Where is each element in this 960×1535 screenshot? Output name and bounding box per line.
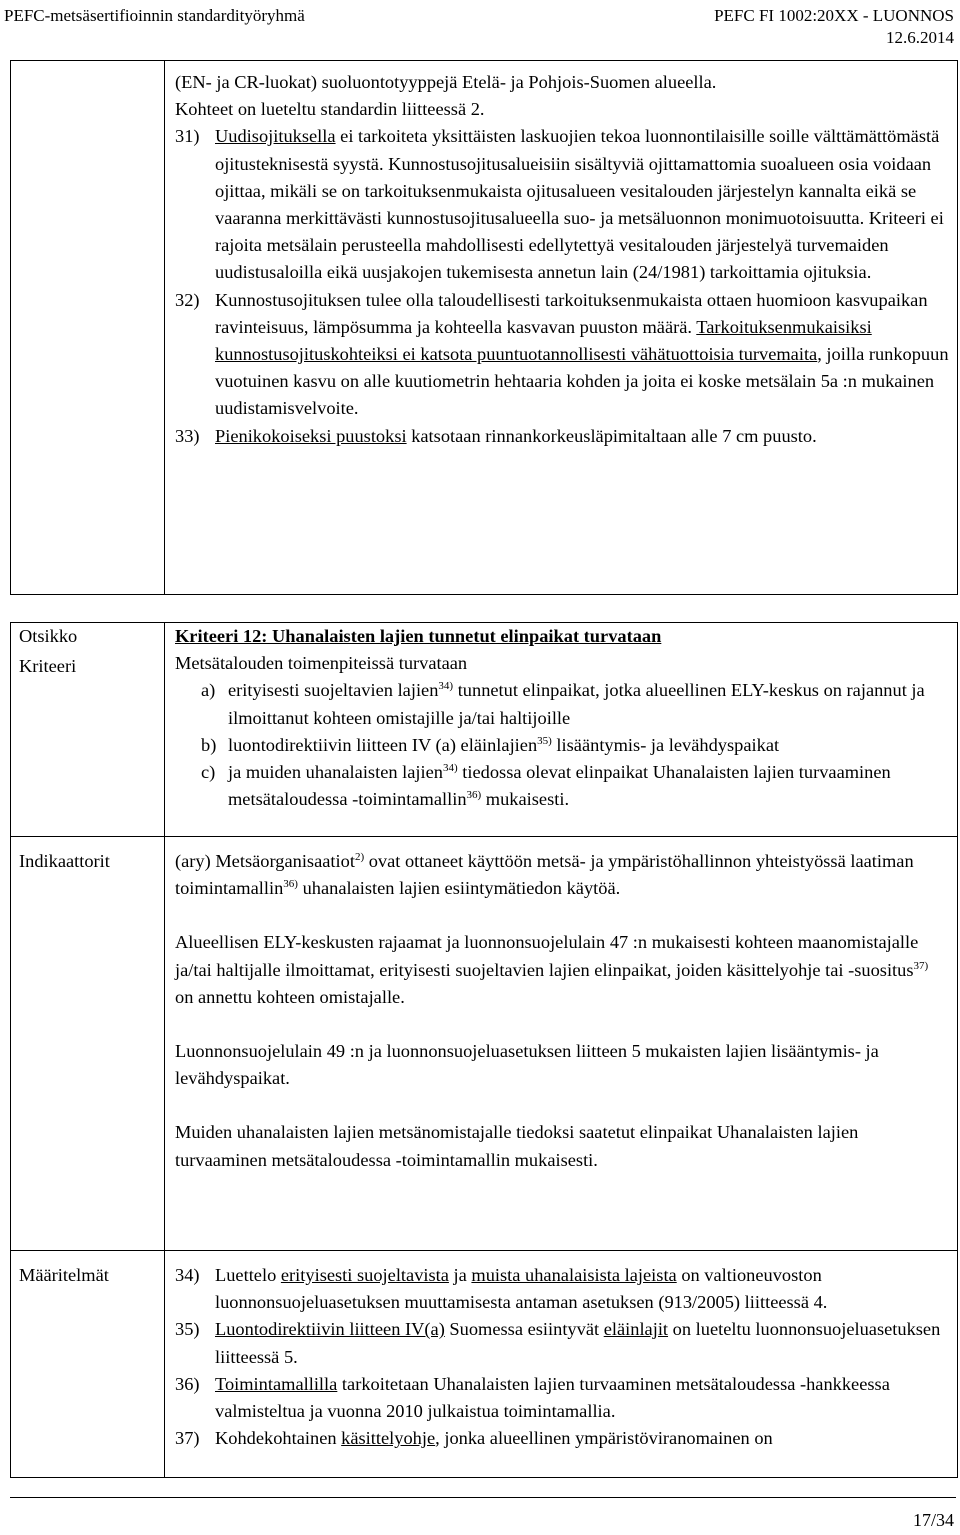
defined-term: Toimintamallilla: [215, 1373, 338, 1394]
defined-term: eläinlajit: [603, 1319, 669, 1340]
item-text: [228, 677, 950, 731]
continuation-box: [10, 60, 958, 595]
indicator-text: uhanalaisten lajien esiintymätiedon käytöä.: [297, 878, 621, 899]
indicator-paragraph-1: [175, 848, 950, 902]
definition-body: Suomessa esiintyvät: [444, 1319, 604, 1340]
definition-body: katsotaan rinnankorkeusläpimitaltaan alle 7 cm puusto.: [406, 425, 817, 446]
definition-35: [175, 1316, 950, 1370]
label-indicators: Indikaattorit: [19, 851, 110, 871]
item-text-part: luontodirektiivin liitteen IV (a) eläinlajien: [228, 734, 538, 755]
footnote-ref: 36): [283, 878, 298, 891]
criterion-cell: [175, 623, 950, 813]
item-text: [228, 732, 950, 759]
intro-line-1: (EN- ja CR-luokat) suoluontotyyppejä Etelä- ja Pohjois-Suomen alueella.: [175, 72, 717, 92]
item-text-part: erityisesti suojeltavien lajien: [228, 680, 439, 701]
defined-term: muista uhanalaisista lajeista: [471, 1265, 677, 1285]
indicator-paragraph-4: Muiden uhanalaisten lajien metsänomistajalle tiedoksi saatetut elinpaikat Uhanalaisten lajien turvaaminen metsätaloudessa -toimintamallin mukaisesti.: [175, 1122, 859, 1170]
item-letter: a): [201, 680, 216, 701]
defined-term: käsittelyohje: [341, 1428, 436, 1449]
definition-number: 32): [175, 289, 200, 310]
indicator-text: on annettu kohteen omistajalle.: [175, 986, 405, 1007]
indicator-text: ovat ottaneet käyttöön metsä- ja ympäristöhallinnon yhteistyössä laatiman toimintamallin: [175, 851, 914, 899]
definition-text: [215, 1371, 950, 1425]
row-divider: [11, 836, 957, 837]
footnote-ref: 35): [537, 734, 552, 747]
continuation-content: [175, 69, 950, 450]
definition-31: [175, 123, 950, 286]
definition-body: Luettelo: [215, 1265, 281, 1285]
defined-term: Uudisojituksella: [215, 126, 336, 147]
definition-number: 33): [175, 425, 200, 446]
definition-body: , joilla runkopuun vuotuinen kasvu on alle kuutiometrin hehtaaria kohden ja joita ei koske metsälain 5a :n mukainen uudistamisvelvoite.: [215, 344, 949, 419]
defined-term: Tarkoituksenmukaisiksi kunnostusojituskohteiksi ei katsota puuntuotannollisesti vähätuottoisia turvemaita: [215, 316, 872, 365]
column-divider: [164, 61, 165, 594]
defined-term: erityisesti suojeltavista: [280, 1265, 449, 1285]
item-letter: b): [201, 734, 217, 755]
page-header: [0, 4, 960, 48]
indicator-paragraph-3: Luonnonsuojelulain 49 :n ja luonnonsuojeluasetuksen liitteen 5 mukaisten lajien lisääntymis- ja levähdyspaikat.: [175, 1041, 879, 1089]
definition-36: [175, 1371, 950, 1425]
indicator-paragraph-2: [175, 929, 950, 1011]
definition-text: [215, 287, 950, 423]
criterion-item-c: [175, 759, 950, 813]
indicator-text: Alueellisen ELY-keskusten rajaamat ja luonnonsuojelulain 47 :n mukaisesti kohteen maanomistajalle ja/tai haltijalle ilmoittamat, erityisesti suojeltavien lajien elinpaikat, joiden käsittelyohje tai -suositus: [175, 932, 919, 980]
footnote-ref: 34): [443, 762, 458, 775]
definition-body: Kunnostusojituksen tulee olla taloudellisesti tarkoituksenmukaista ottaen huomioon kasvupaikan ravinteisuus, lämpösumma ja kohteella kasvavan puuston määrä.: [215, 289, 928, 337]
item-letter: c): [201, 762, 216, 783]
item-text-part: ja muiden uhanalaisten lajien: [228, 762, 443, 783]
definition-37: [175, 1425, 950, 1452]
definition-text: [215, 423, 950, 450]
definition-33: [175, 423, 950, 450]
criterion-item-a: [175, 677, 950, 731]
header-organization: PEFC-metsäsertifioinnin standardityöryhmä: [4, 6, 305, 25]
footnote-ref: 34): [438, 680, 454, 693]
definition-body: , jonka alueellinen ympäristöviranomainen on: [435, 1428, 773, 1449]
definition-text: [215, 123, 950, 286]
criterion-table: [10, 622, 958, 1478]
footer-rule: [10, 1497, 956, 1498]
definition-32: [175, 287, 950, 423]
definitions-cell: [175, 1262, 950, 1452]
definition-34: [175, 1262, 950, 1316]
defined-term: Pienikokoiseksi puustoksi: [215, 425, 407, 446]
defined-term: Luontodirektiivin liitteen IV(a): [215, 1319, 445, 1340]
item-text-part: tunnetut elinpaikat, jotka alueellinen ELY-keskus on rajannut ja ilmoittanut kohteen omistajille ja/tai haltijoille: [228, 680, 925, 728]
definition-number: 37): [175, 1428, 200, 1449]
label-heading: Otsikko: [19, 626, 78, 646]
item-text-part: mukaisesti.: [481, 789, 570, 810]
criterion-lead: Metsätalouden toimenpiteissä turvataan: [175, 653, 468, 674]
definition-body: ei tarkoiteta yksittäisten laskuojien tekoa luonnontilaisille soille välttämättömästä ojitusteknisestä syystä. Kunnostusojitusalueisiin sisältyviä ojittamattomia suoalueen osia voidaan ojittaa, mikäli se on tarkoituksenmukaista ojitusalueen vesitalouden järjestelyn kannalta eikä se vaaranna merkittävästi kunnostusojitusalueella suo- ja metsäluonnon monimuotoisuutta. Kriteeri ei rajoita metsälain perusteella mahdollisesti edellytettyä vesitalouden järjestelyä turvemaiden uudistusaloilla eikä uusjakojen tukemisesta annetun lain (24/1981) tarkoittamia ojituksia.: [215, 126, 944, 283]
definition-body: tarkoitetaan Uhanalaisten lajien turvaaminen metsätaloudessa -hankkeessa valmisteltua ja vuonna 2010 julkaistua toimintamallia.: [215, 1373, 890, 1422]
label-definitions: Määritelmät: [19, 1265, 109, 1285]
definition-number: 34): [175, 1265, 200, 1285]
header-date: 12.6.2014: [886, 28, 954, 47]
column-divider: [164, 623, 165, 1477]
criterion-title: Kriteeri 12: Uhanalaisten lajien tunnetut elinpaikat turvataan: [175, 626, 662, 646]
definition-text: [215, 1262, 950, 1316]
footnote-ref: 37): [913, 959, 929, 972]
page-number: 17/34: [912, 1510, 954, 1530]
definition-text: [215, 1425, 950, 1452]
definition-body: Kohdekohtainen: [215, 1428, 342, 1449]
definition-body: on lueteltu luonnonsuojeluasetuksen liitteessä 5.: [215, 1319, 941, 1367]
indicator-text: (ary) Metsäorganisaatiot: [175, 851, 355, 871]
definition-number: 35): [175, 1319, 200, 1340]
definition-body: on valtioneuvoston luonnonsuojeluasetuksen muuttamisesta antaman asetuksen (913/2005) liitteessä 4.: [215, 1265, 828, 1313]
definition-number: 31): [175, 126, 200, 147]
definition-body: ja: [448, 1265, 472, 1285]
definition-text: [215, 1316, 950, 1370]
indicators-cell: [175, 848, 950, 1174]
definition-number: 36): [175, 1373, 200, 1394]
header-document-id: PEFC FI 1002:20XX - LUONNOS: [714, 6, 954, 25]
item-text-part: lisääntymis- ja levähdyspaikat: [551, 734, 780, 755]
criterion-item-b: [175, 732, 950, 759]
intro-line-2: Kohteet on lueteltu standardin liitteessä 2.: [175, 99, 485, 120]
item-text-part: tiedossa olevat elinpaikat Uhanalaisten lajien turvaaminen metsätaloudessa -toimintamallin: [228, 762, 891, 810]
row-divider: [11, 1250, 957, 1251]
label-criterion: Kriteeri: [19, 656, 77, 676]
footnote-ref: 2): [354, 851, 365, 863]
item-text: [228, 759, 950, 813]
footnote-ref: 36): [466, 789, 482, 802]
